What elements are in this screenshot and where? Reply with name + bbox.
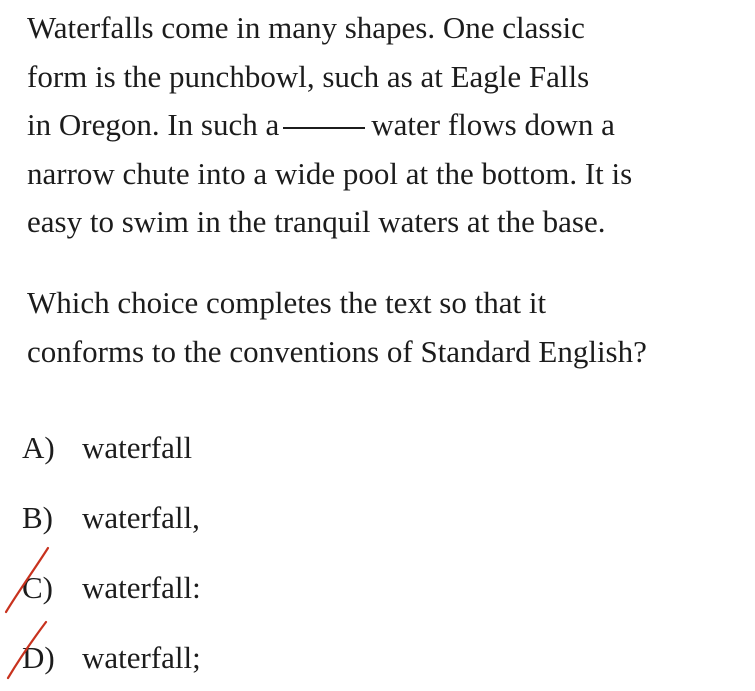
choice-b[interactable] <box>22 494 200 542</box>
question-line-1: Which choice completes the text so that it <box>27 285 547 320</box>
choice-d[interactable] <box>22 634 201 682</box>
passage-line-4: narrow chute into a wide pool at the bottom. It is <box>27 155 633 191</box>
choice-a-letter: A) <box>22 430 55 465</box>
passage-line-5: easy to swim in the tranquil waters at the base. <box>27 204 606 239</box>
passage <box>27 4 742 247</box>
choice-c-text: waterfall: <box>82 570 201 605</box>
answer-blank <box>283 127 365 129</box>
choice-c-letter: C) <box>22 570 53 605</box>
choice-b-letter: B) <box>22 500 53 535</box>
passage-line-3-before: in Oregon. In such a <box>27 107 280 142</box>
question-prompt <box>27 279 742 376</box>
choice-d-letter: D) <box>22 640 55 675</box>
passage-line-3 <box>27 101 742 150</box>
passage-line-1: Waterfalls come in many shapes. One classic <box>27 10 585 45</box>
choice-d-text: waterfall; <box>82 640 201 675</box>
passage-line-3-after: water flows down a <box>371 107 615 142</box>
choice-a-text: waterfall <box>82 430 193 465</box>
choice-a[interactable] <box>22 424 192 472</box>
passage-line-2: form is the punchbowl, such as at Eagle Falls <box>27 58 590 94</box>
question-line-2: conforms to the conventions of Standard English? <box>27 333 647 369</box>
choice-c[interactable] <box>22 564 201 612</box>
choice-b-text: waterfall, <box>82 500 200 535</box>
